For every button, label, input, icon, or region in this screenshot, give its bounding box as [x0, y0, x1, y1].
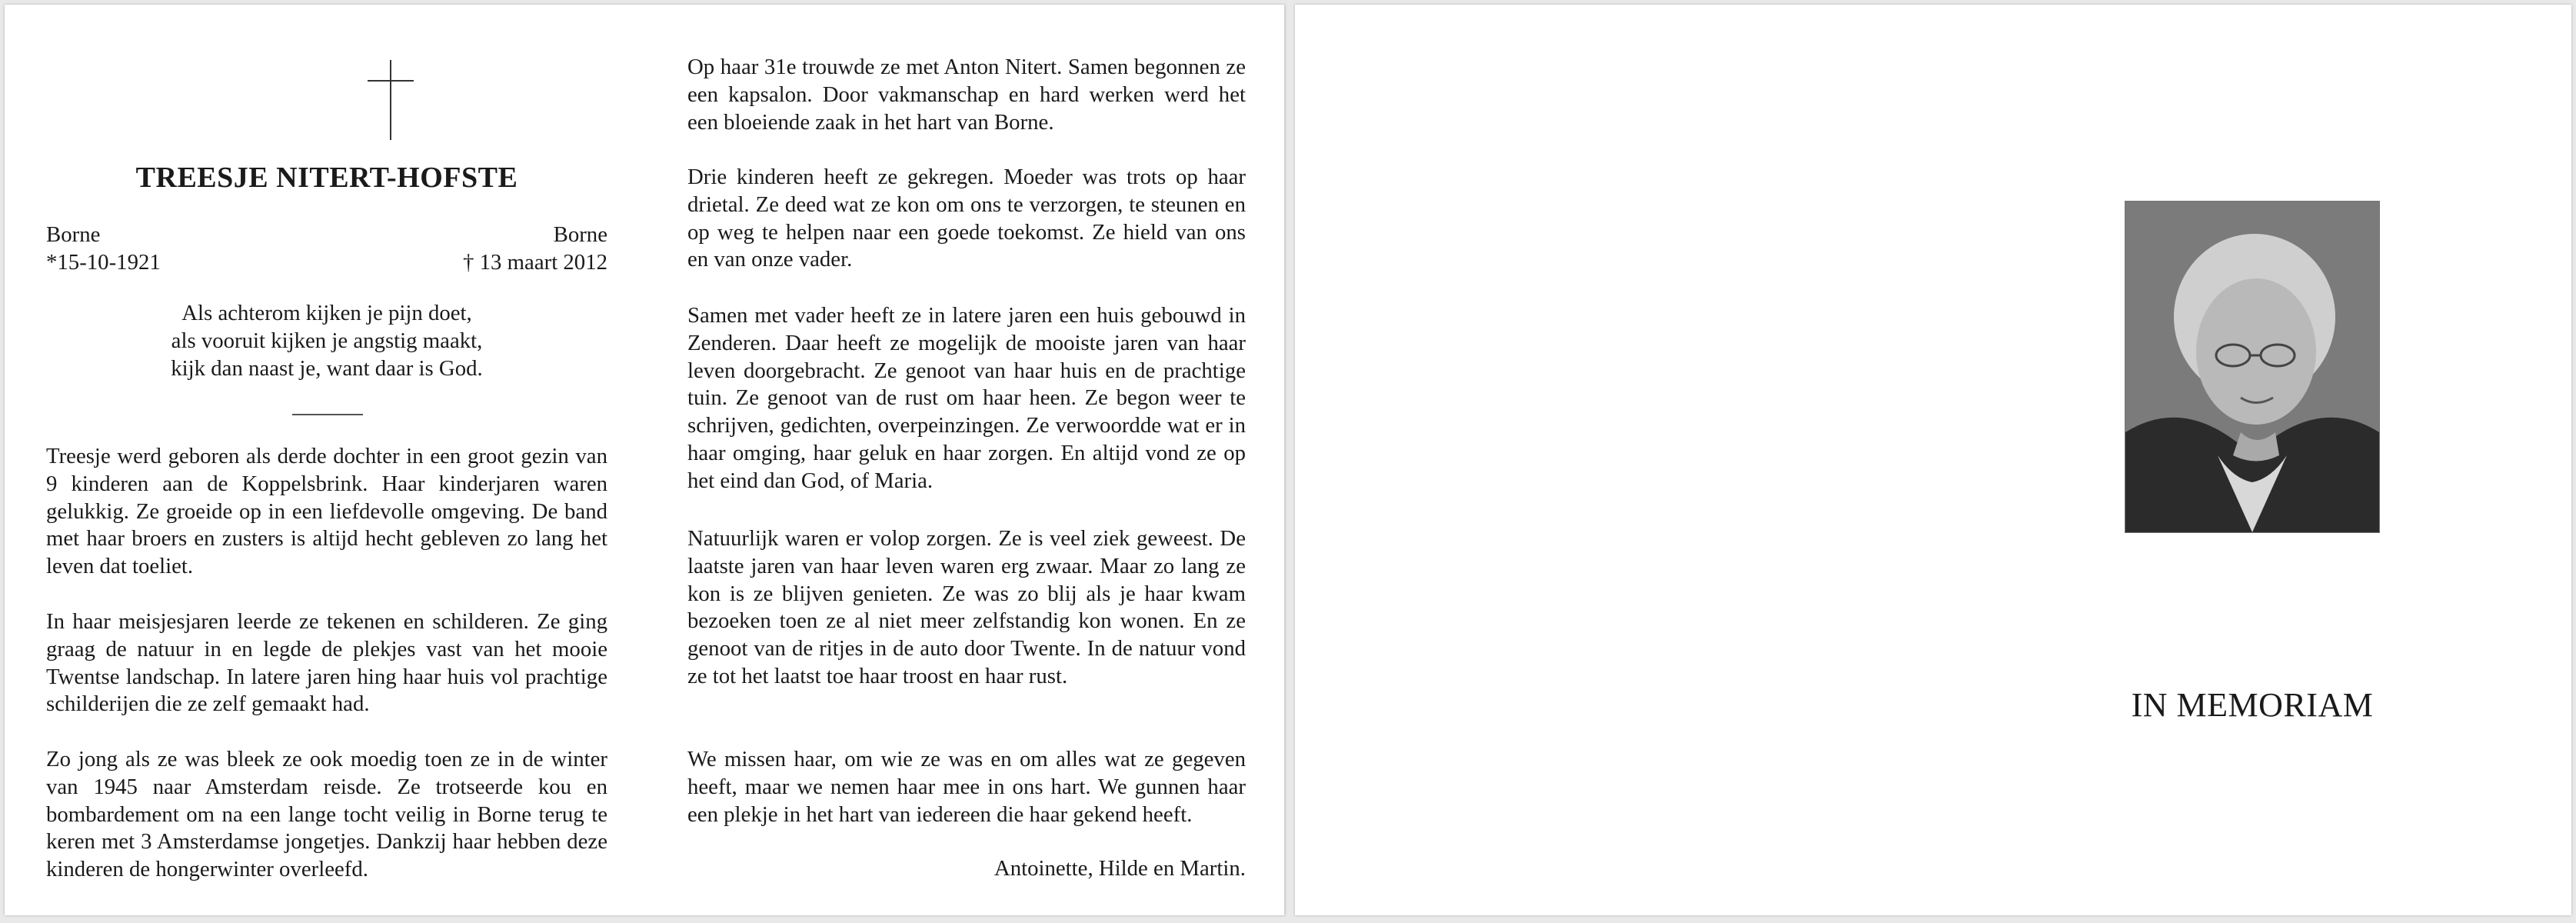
cross-icon: [368, 60, 414, 140]
deceased-name: TREESJE NITERT-HOFSTE: [135, 162, 518, 194]
paragraph: Treesje werd geboren als derde dochter in een groot gezin van 9 kinderen aan de Koppelsbrink. Haar kinderjaren waren gelukkig. Ze groeide op in een liefdevolle omgeving. De band met haar broers en zusters is altijd hecht gebleven zo lang het leven dat toeliet.: [46, 444, 607, 579]
birth-date: *15-10-1921: [46, 250, 161, 275]
birth-place: Borne: [46, 222, 101, 247]
place-row: [46, 222, 607, 249]
paragraph: Zo jong als ze was bleek ze ook moedig toen ze in de winter van 1945 naar Amsterdam reisde. Ze trotseerde kou en bombardement om na een lange tocht veilig in Borne terug te keren met 3 Amsterdamse jongetjes. Dankzij haar hebben deze kinderen de hongerwinter overleefd.: [46, 747, 607, 882]
signature: Antoinette, Hilde en Martin.: [993, 856, 1246, 881]
paragraph: We missen haar, om wie ze was en om alles wat ze gegeven heeft, maar we nemen haar mee in ons hart. We gunnen haar een plekje in het hart van iedereen die haar gekend heeft.: [687, 747, 1246, 827]
card-cover: [1295, 5, 2571, 915]
card-inner-spread: [5, 5, 1285, 915]
death-date: † 13 maart 2012: [463, 250, 607, 275]
date-row: [46, 249, 607, 277]
portrait-image: [2125, 202, 2379, 532]
paragraph: Natuurlijk waren er volop zorgen. Ze is veel ziek geweest. De laatste jaren van haar leven waren erg zwaar. Maar zo lang ze kon is ze blijven genieten. Ze was zo blij als je haar kwam bezoeken toen ze al niet meer zelfstandig kon wonen. En ze genoot van de ritjes in de auto door Twente. In de natuur vond ze tot het laatst toe haar troost en haar rust.: [687, 526, 1246, 688]
paragraph: Op haar 31e trouwde ze met Anton Nitert. Samen begonnen ze een kapsalon. Door vakmanschap en hard werken werd het een bloeiende zaak in het hart van Borne.: [687, 55, 1246, 135]
paragraph: Drie kinderen heeft ze gekregen. Moeder was trots op haar drietal. Ze deed wat ze kon om ons te verzorgen, te steunen en op weg te helpen naar een goede toekomst. Ze hield van ons en van onze vader.: [687, 165, 1246, 272]
paragraph: Samen met vader heeft ze in latere jaren een huis gebouwd in Zenderen. Daar heeft ze mogelijk de mooiste jaren van haar leven doorgebracht. Ze genoot van haar huis en de prachtige tuin. Ze genoot van de rust om haar heen. Ze begon weer te schrijven, gedichten, overpeinzingen. Ze verwoordde wat er in haar omging, haar geluk en haar zorgen. En altijd vond ze op het eind dan God, of Maria.: [687, 303, 1246, 493]
death-place: Borne: [553, 222, 607, 247]
poem: [46, 300, 607, 382]
poem-line: Als achterom kijken je pijn doet,: [181, 301, 472, 325]
poem-line: als vooruit kijken je angstig maakt,: [171, 328, 483, 353]
divider: [292, 414, 363, 415]
paragraph: In haar meisjesjaren leerde ze tekenen en schilderen. Ze ging graag de natuur in en legde de plekjes vast van het mooie Twentse landschap. In latere jaren hing haar huis vol prachtige schilderijen die ze zelf gemaakt had.: [46, 609, 607, 717]
cover-title: IN MEMORIAM: [2131, 686, 2374, 724]
poem-line: kijk dan naast je, want daar is God.: [171, 355, 483, 381]
portrait-photo: [2125, 201, 2380, 533]
